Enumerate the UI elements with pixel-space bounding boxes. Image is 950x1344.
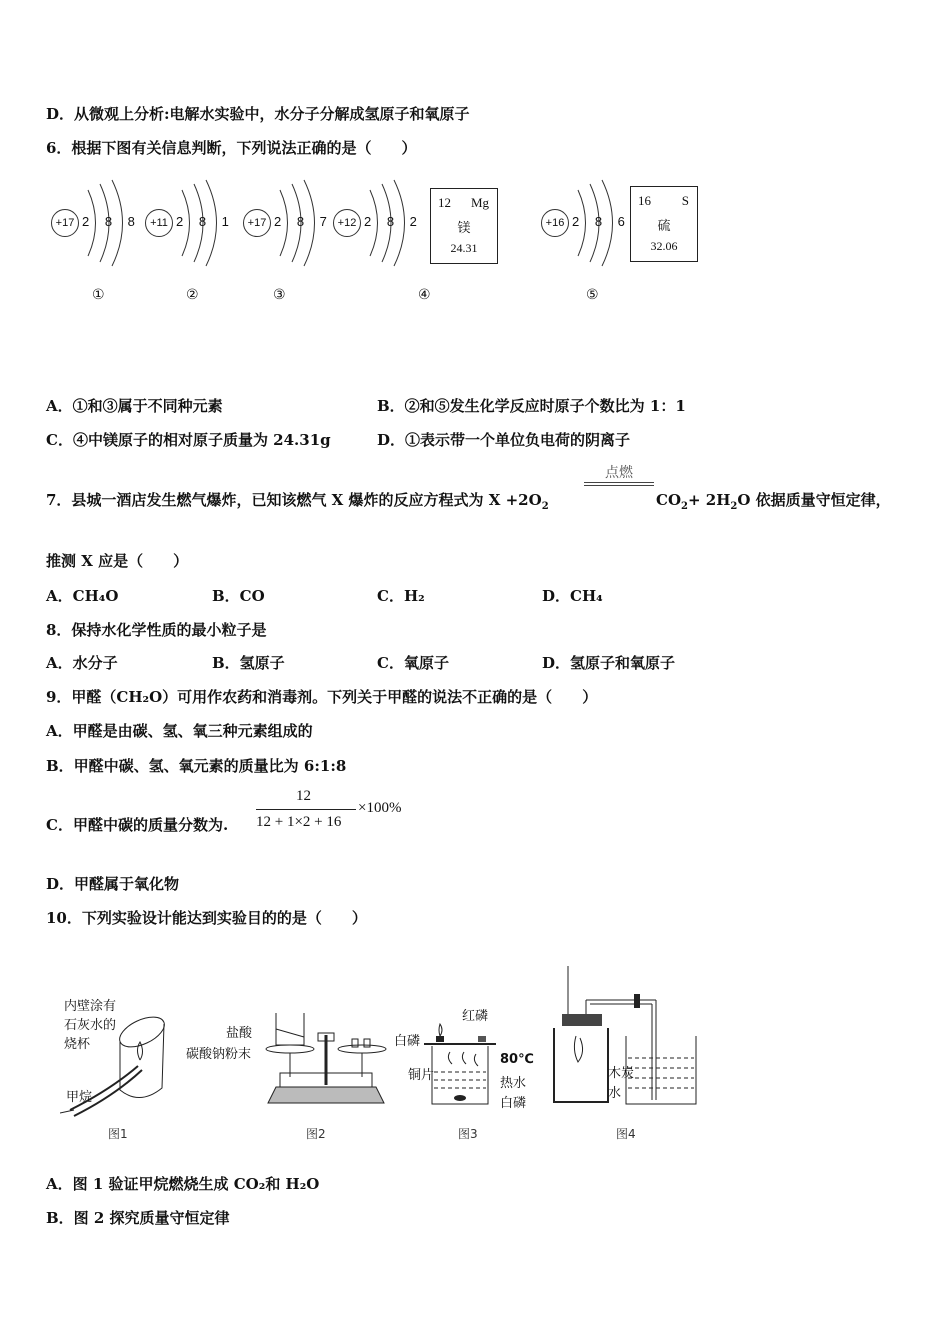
subscript: 2 [730, 501, 738, 512]
q7-stem-2: 推测 X 应是（ ） [46, 552, 189, 570]
fig3-white-phosphorus-bottom-label: 白磷 [500, 1096, 527, 1111]
nucleus: +17 [51, 209, 79, 237]
reaction-condition [584, 462, 654, 482]
fig4-charcoal-label: 木炭 [608, 1066, 635, 1081]
shell-electrons: 2 8 6 [572, 214, 631, 229]
fraction-bar [256, 809, 356, 810]
fig4-water-label: 水 [608, 1086, 622, 1101]
element-name: 硫 [657, 218, 671, 233]
atomic-number: 16 [638, 193, 651, 208]
atomic-number: 12 [438, 195, 451, 210]
q10-option-a: A．图 1 验证甲烷燃烧生成 CO₂和 H₂O [46, 1175, 320, 1193]
fig4-apparatus-drawing [546, 966, 706, 1111]
shell-electrons: 2 8 8 [82, 214, 141, 229]
q6-stem: 6．根据下图有关信息判断，下列说法正确的是（ ） [46, 139, 417, 157]
fraction-denominator: 12 + 1×2 + 16 [256, 814, 342, 830]
fig3-caption: 图3 [458, 1127, 478, 1141]
q8-option-d: D．氢原子和氧原子 [542, 654, 676, 672]
shell-electrons: 2 8 2 [364, 214, 423, 229]
q7-product-h: + 2H [687, 491, 731, 509]
fig3-white-phosphorus-top-label: 白磷 [394, 1034, 421, 1049]
q9-option-c: C．甲醛中碳的质量分数为. [46, 816, 229, 834]
atom-diagram-2 [142, 178, 237, 268]
fig1-text-3: 烧杯 [64, 1037, 91, 1052]
figure-label-5: ⑤ [586, 287, 599, 303]
q7-stem-tail: O 依据质量守恒定律， [737, 491, 891, 509]
q6-option-d: D．①表示带一个单位负电荷的阴离子 [377, 431, 631, 449]
q6-option-b: B．②和⑤发生化学反应时原子个数比为 1：1 [377, 397, 686, 415]
fig3-red-phosphorus-label: 红磷 [462, 1009, 489, 1024]
q5-option-d: D．从微观上分析:电解水实验中，水分子分解成氢原子和氧原子 [46, 105, 470, 123]
condition-text: 点燃 [605, 465, 633, 481]
q8-stem: 8．保持水化学性质的最小粒子是 [46, 621, 267, 639]
shell-electrons: 2 8 7 [274, 214, 333, 229]
atom-diagram-4 [330, 178, 425, 268]
figure-label-3: ③ [273, 287, 286, 303]
q8-option-c: C．氧原子 [377, 654, 449, 672]
q7-option-c: C．H₂ [377, 587, 425, 605]
q8-option-b: B．氢原子 [212, 654, 285, 672]
q7-stem-left: 7．县城一酒店发生燃气爆炸，已知该燃气 X 爆炸的反应方程式为 X +2O [46, 491, 542, 509]
subscript: 2 [541, 501, 549, 512]
atomic-mass: 32.06 [650, 239, 678, 253]
shell-electrons: 2 8 1 [176, 214, 235, 229]
figure-label-2: ② [186, 287, 199, 303]
nucleus: +16 [541, 209, 569, 237]
fig1-caption: 图1 [108, 1127, 128, 1141]
fig1-text-2: 石灰水的 [64, 1018, 117, 1033]
figure-label-1: ① [92, 287, 105, 303]
q10-stem: 10．下列实验设计能达到实验目的的是（ ） [46, 909, 367, 927]
atom-diagram-3 [240, 178, 335, 268]
figure-label-4: ④ [418, 287, 431, 303]
element-card-s [630, 186, 698, 262]
nucleus: +11 [145, 209, 173, 237]
q10-option-b: B．图 2 探究质量守恒定律 [46, 1209, 230, 1227]
fig2-balance-drawing [262, 1005, 392, 1115]
fig2-acid-label: 盐酸 [226, 1026, 253, 1041]
nucleus: +12 [333, 209, 361, 237]
q7-stem-right [656, 489, 891, 512]
fig3-water-label: 热水 [500, 1076, 527, 1091]
subscript: 2 [681, 501, 688, 512]
q7-option-d: D．CH₄ [542, 587, 603, 605]
q7-option-b: B．CO [212, 587, 265, 605]
fig1-gas-label: 甲烷 [66, 1090, 93, 1105]
fig2-powder-label: 碳酸钠粉末 [186, 1047, 252, 1062]
q7-option-a: A．CH₄O [46, 587, 119, 605]
fig1-text-1: 内壁涂有 [64, 999, 117, 1014]
element-name: 镁 [457, 220, 471, 235]
q9-option-b: B．甲醛中碳、氢、氧元素的质量比为 6:1:8 [46, 757, 347, 775]
nucleus: +17 [243, 209, 271, 237]
q6-option-a: A．①和③属于不同种元素 [46, 397, 223, 415]
q9-option-a: A．甲醛是由碳、氢、氧三种元素组成的 [46, 722, 313, 740]
q9-option-d: D．甲醛属于氧化物 [46, 875, 180, 893]
q8-option-a: A．水分子 [46, 654, 118, 672]
atom-diagram-5 [538, 178, 633, 268]
fig2-caption: 图2 [306, 1127, 326, 1141]
fig4-caption: 图4 [616, 1127, 636, 1141]
atom-diagram-1 [48, 178, 143, 268]
element-symbol: Mg [470, 195, 489, 210]
q7-product-co: CO [656, 491, 682, 509]
fig3-temp-label: 80℃ [500, 1052, 534, 1067]
q6-option-c: C．④中镁原子的相对原子质量为 24.31g [46, 431, 331, 449]
equals-line-top [584, 482, 654, 483]
element-symbol: S [681, 193, 689, 208]
q7-stem [46, 489, 549, 512]
q9-stem: 9．甲醛（CH₂O）可用作农药和消毒剂。下列关于甲醛的说法不正确的是（ ） [46, 688, 598, 706]
fig3-beaker-drawing [420, 1022, 500, 1112]
fraction-numerator: 12 [296, 788, 311, 804]
fraction-percent: ×100% [358, 800, 402, 816]
fig3-copper-label: 铜片 [408, 1068, 435, 1083]
atomic-mass: 24.31 [450, 241, 478, 255]
equals-line-bottom [584, 485, 654, 486]
element-card-mg [430, 188, 498, 264]
